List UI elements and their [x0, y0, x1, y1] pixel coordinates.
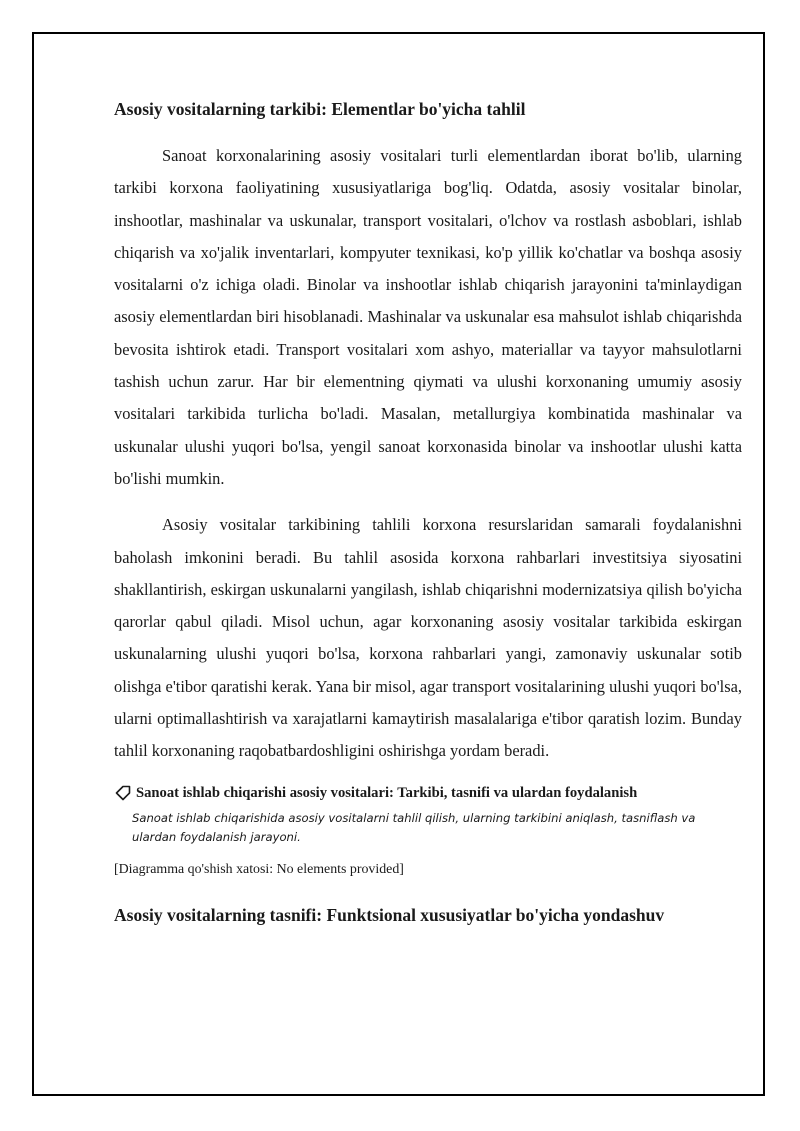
section-heading-composition: Asosiy vositalarning tarkibi: Elementlar bo'yicha tahlil — [114, 99, 526, 119]
diagram-title-text: Sanoat ishlab chiqarishi asosiy vositalari: Tarkibi, tasnifi va ulardan foydalanish — [136, 784, 638, 801]
diagram-error-message: [Diagramma qo'shish xatosi: No elements provided] — [114, 861, 404, 877]
diagram-title — [114, 782, 742, 804]
tag-icon — [114, 784, 132, 802]
section-heading-classification: Asosiy vositalarning tasnifi: Funktsional xususiyatlar bo'yicha yondashuv — [114, 904, 665, 925]
document-body — [114, 96, 742, 928]
paragraph-1: Sanoat korxonalarining asosiy vositalari turli elementlardan iborat bo'lib, ularning tarkibi korxona faoliyatining xususiyatlariga bog'liq. Odatda, asosiy vositalar binolar, inshootlar, mashinalar va uskunalar, transport vositalari, o'lchov va rostlash asboblari, ishlab chiqarish va xo'jalik inventarlari, kompyuter texnikasi, ko'p yillik ko'chatlar va boshqa asosiy vositalarni o'z ichiga oladi. Binolar va inshootlar ishlab chiqarish jarayonini ta'minlaydigan asosiy elementlardan biri hisoblanadi. Mashinalar va uskunalar esa mahsulot ishlab chiqarishda bevosita ishtirok etadi. Transport vositalari xom ashyo, materiallar va tayyor mahsulotlarni tashish uchun zarur. Har bir elementning qiymati va ulushi korxonaning umumiy asosiy vositalari tarkibida turlicha bo'ladi. Masalan, metallurgiya kombinatida mashinalar va uskunalar ulushi yuqori bo'lsa, yengil sanoat korxonasida binolar va inshootlar ulushi katta bo'lishi mumkin. — [114, 146, 742, 488]
paragraph-2: Asosiy vositalar tarkibining tahlili korxona resurslaridan samarali foydalanishni baholash imkonini beradi. Bu tahlil asosida korxona rahbarlari investitsiya siyosatini shakllantirish, eskirgan uskunalarni yangilash, ishlab chiqarishni modernizatsiya qilish bo'yicha qarorlar qabul qiladi. Misol uchun, agar korxonaning asosiy vositalar tarkibida eskirgan uskunalarning ulushi yuqori bo'lsa, korxona rahbarlari yangi, zamonaviy uskunalar sotib olishga e'tibor qaratishi kerak. Yana bir misol, agar transport vositalarining ulushi yuqori bo'lsa, ularni optimallashtirish va xarajatlarni kamaytirish masalalariga e'tibor qaratish lozim. Bunday tahlil korxonaning raqobatbardoshligini oshirishga yordam beradi. — [114, 515, 742, 761]
diagram-description: Sanoat ishlab chiqarishida asosiy vositalarni tahlil qilish, ularning tarkibini aniqlash, tasniflash va ulardan foydalanish jarayoni. — [132, 810, 696, 844]
diagram-block — [114, 782, 742, 880]
